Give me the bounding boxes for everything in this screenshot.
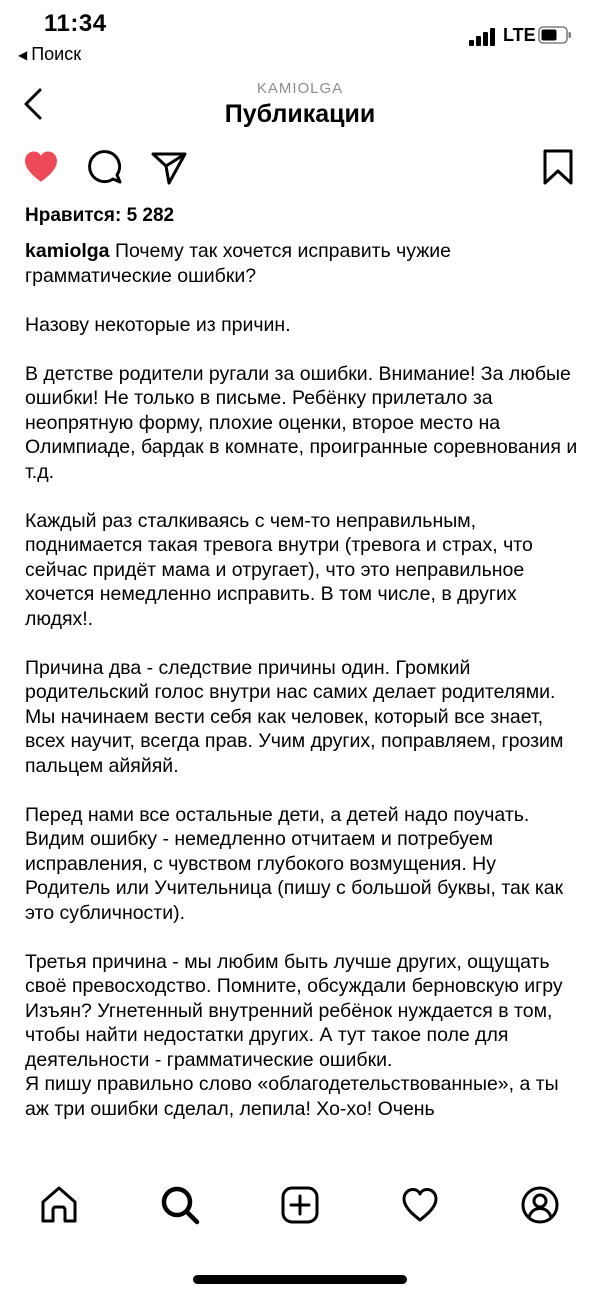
caption-paragraph: Назову некоторые из причин. [25,313,291,336]
caption-first-paragraph [25,239,580,288]
share-icon[interactable] [148,146,190,188]
signal-icon [469,28,499,46]
caption-paragraph: Третья причина - мы любим быть лучше других, ощущать своё превосходство. Помните, обсуждали берновскую игру Изъян? Угнетенный внутренний ребёнок нуждается в том, чтобы найти недостатки других. А тут такое поле для деятельности - грамматические ошибки. [25,950,563,1071]
caption-paragraph: Причина два - следствие причины один. Громкий родительский голос внутри нас самих делает родителями. Мы начинаем вести себя как человек, который все знает, всех научит, всегда прав. Учим других, поправляем, грозим пальцем айяйяй. [25,656,564,777]
page-title: Публикации [224,100,376,128]
network-type: LTE [503,25,536,45]
comment-icon[interactable] [84,146,126,188]
activity-heart-icon[interactable] [399,1184,441,1226]
back-to-app-link[interactable] [18,44,81,65]
bookmark-icon[interactable] [537,146,579,188]
caption-username[interactable]: kamiolga [25,240,110,262]
caption-paragraph: Каждый раз сталкиваясь с чем-то неправильным, поднимается такая тревога внутри (тревога и страх, что сейчас придёт мама и отругает), что это неправильное хочется немедленно исправить. В том числе, в других людях!. [25,509,533,630]
post-caption [25,239,580,1146]
heart-icon[interactable] [20,146,62,188]
status-time: 11:34 [44,10,107,37]
post-actions [0,140,600,192]
profile-icon[interactable] [519,1184,561,1226]
back-app-label: Поиск [31,44,82,64]
search-icon[interactable] [159,1184,201,1226]
status-bar [0,0,600,70]
home-icon[interactable] [38,1184,80,1226]
header-username: KAMIOLGA [256,80,344,97]
caption-paragraph: Перед нами все остальные дети, а детей надо поучать. Видим ошибку - немедленно отчитаем и потребуем исправления, с чувством глубокого возмущения. Ну Родитель или Учительница (пишу с большой буквы, так как это субличности). [25,803,564,924]
likes-count[interactable]: Нравится: 5 282 [25,205,175,226]
add-post-icon[interactable] [279,1184,321,1226]
navigation-bar [0,72,600,136]
home-indicator[interactable] [193,1275,407,1284]
caption-paragraph: Я пишу правильно слово «облагодетельствованные», а ты аж три ошибки сделал, лепила! Хо-хо! Очень [25,1073,559,1120]
caption-paragraph: В детстве родители ругали за ошибки. Внимание! За любые ошибки! Не только в письме. Ребёнку прилетало за неопрятную форму, плохие оценки, второе место на Олимпиаде, бардак в комнате, проигранные соревнования и т.д. [25,362,578,483]
battery-icon [538,26,572,44]
back-triangle-icon: ◀ [18,48,28,62]
caption-text: Почему так хочется исправить чужие грамматические ошибки? [25,240,452,287]
